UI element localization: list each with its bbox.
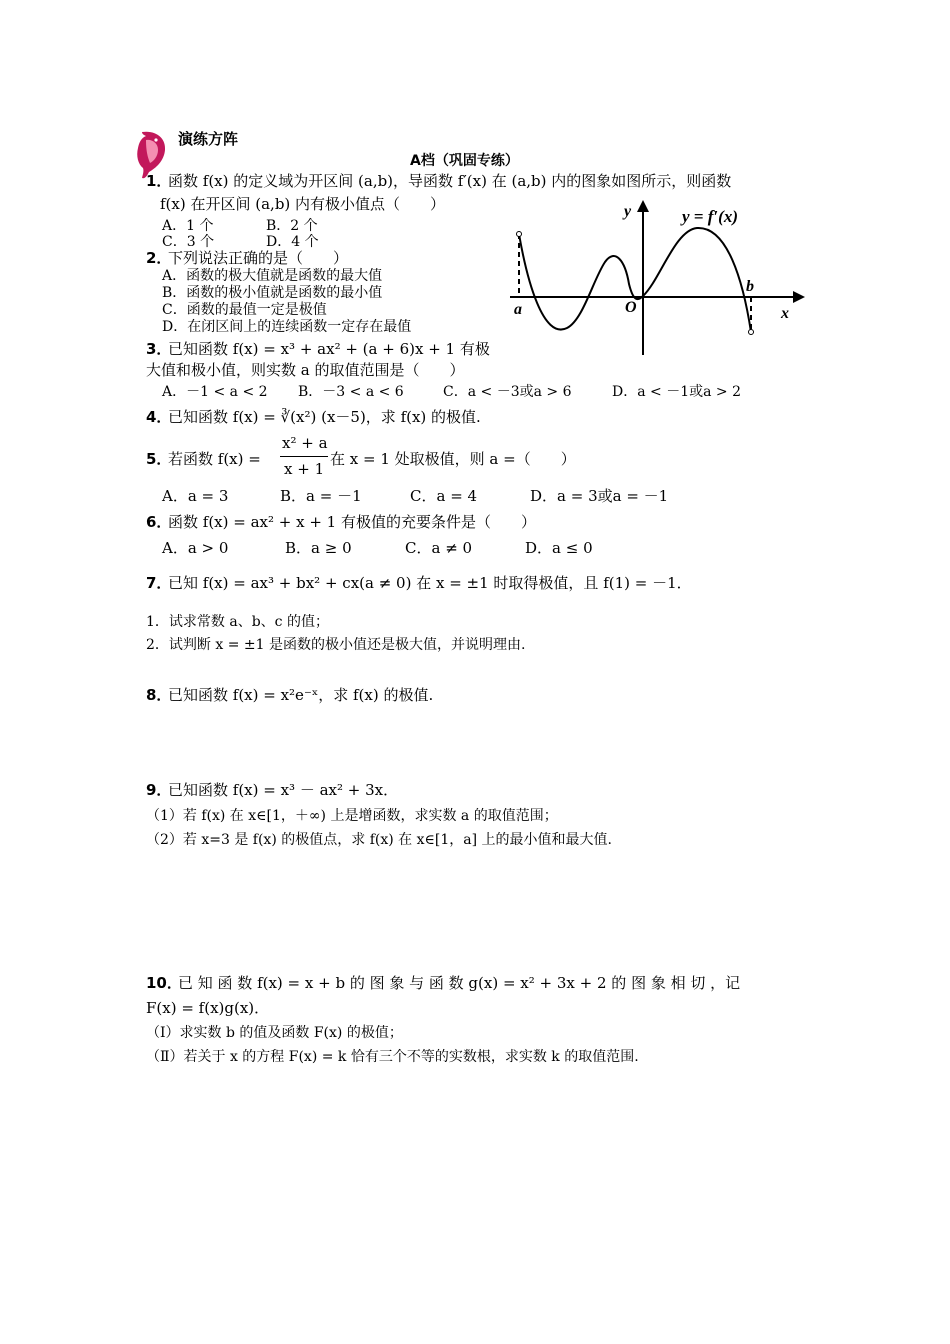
q3-option-b: B．－3 < a < 6 [298,384,404,400]
derivative-graph [505,200,805,360]
q5-stem-pre: 若函数 f(x) = [168,450,261,468]
q10-stem-line2: F(x) = f(x)g(x)． [146,999,270,1017]
q9-number: 9． [146,781,172,799]
q9-stem: 已知函数 f(x) = x³ － ax² + 3x． [168,781,399,799]
q2-option-a: A．函数的极大值就是函数的最大值 [162,268,383,284]
graph-y-label: y [624,203,632,220]
graph-curve-label: y = f′(x) [682,207,738,226]
graph-b-label: b [746,278,754,295]
open-endpoint-a [517,232,522,237]
q2-stem: 下列说法正确的是（ ） [168,249,349,267]
q6-option-b: B．a ≥ 0 [285,539,352,557]
q6-option-d: D．a ≤ 0 [525,539,593,557]
q1-stem-line2: f(x) 在开区间 (a,b) 内有极小值点（ ） [160,195,446,213]
q2-number: 2． [146,249,172,267]
q2-option-c: C．函数的最值一定是极值 [162,302,327,318]
q4-stem: 已知函数 f(x) = ∛(x²) (x－5)，求 f(x) 的极值. [168,408,481,426]
q7-stem: 已知 f(x) = ax³ + bx² + cx(a ≠ 0) 在 x = ±1 时取得极值，且 f(1) = －1． [168,574,692,592]
q7-number: 7． [146,574,172,592]
q5-fraction-numerator: x² + a [282,434,328,452]
graph-a-label: a [514,301,522,318]
x-axis-arrow-icon [793,291,805,303]
q10-number: 10． [146,974,182,992]
q9-sub-1: （1）若 f(x) 在 x∈[1，＋∞) 上是增函数，求实数 a 的取值范围； [146,808,558,824]
y-axis-arrow-icon [637,200,649,212]
q1-stem-line1: 函数 f(x) 的定义域为开区间 (a,b)，导函数 f′(x) 在 (a,b) 内的图象如图所示，则函数 [168,172,732,190]
q7-sub-1: 1．试求常数 a、b、c 的值； [146,614,329,630]
q5-fraction-bar [280,456,328,457]
q2-option-b: B．函数的极小值就是函数的最小值 [162,285,383,301]
q3-option-a: A．－1 < a < 2 [162,384,268,400]
q8-number: 8． [146,686,172,704]
q5-option-c: C．a = 4 [410,487,478,505]
q1-option-c: C．3 个 [162,234,215,250]
q3-number: 3． [146,340,172,358]
q1-number: 1． [146,172,172,190]
q4-number: 4． [146,408,172,426]
q3-option-d: D．a < －1或a > 2 [612,384,741,400]
q9-sub-2: （2）若 x=3 是 f(x) 的极值点，求 f(x) 在 x∈[1，a] 上的最小值和最大值. [146,832,612,848]
q1-option-a: A．1 个 [162,218,214,234]
q8-stem: 已知函数 f(x) = x²e⁻ˣ，求 f(x) 的极值. [168,686,434,704]
q7-sub-2: 2．试判断 x = ±1 是函数的极小值还是极大值，并说明理由. [146,637,526,653]
q3-stem-line2: 大值和极小值，则实数 a 的取值范围是（ ） [146,361,465,379]
q5-fraction-denominator: x + 1 [284,460,325,478]
section-title: 演练方阵 [178,130,239,148]
q5-option-a: A．a = 3 [162,487,229,505]
q5-option-b: B．a = －1 [280,487,362,505]
q1-option-b: B．2 个 [266,218,318,234]
q10-sub-1: （Ⅰ）求实数 b 的值及函数 F(x) 的极值； [146,1025,403,1041]
q5-stem-post: 在 x = 1 处取极值，则 a =（ ） [330,450,576,468]
q10-sub-2: （Ⅱ）若关于 x 的方程 F(x) = k 恰有三个不等的实数根，求实数 k 的取值范围. [146,1049,639,1065]
q6-stem: 函数 f(x) = ax² + x + 1 有极值的充要条件是（ ） [168,513,536,531]
q1-option-d: D．4 个 [266,234,319,250]
graph-x-label: x [781,305,789,322]
open-endpoint-b [749,330,754,335]
q10-stem-line1: 已 知 函 数 f(x) = x + b 的 图 象 与 函 数 g(x) = x² + 3x + 2 的 图 象 相 切 ，记 [178,974,741,992]
q3-option-c: C．a < －3或a > 6 [443,384,572,400]
q6-option-c: C．a ≠ 0 [405,539,473,557]
q5-option-d: D．a = 3或a = －1 [530,487,669,505]
q6-option-a: A．a > 0 [162,539,229,557]
q2-option-d: D．在闭区间上的连续函数一定存在最值 [162,319,412,335]
q3-stem-line1: 已知函数 f(x) = x³ + ax² + (a + 6)x + 1 有极 [168,340,490,358]
q5-number: 5． [146,450,172,468]
q6-number: 6． [146,513,172,531]
page-subtitle: A档（巩固专练） [410,153,519,169]
graph-origin-label: O [625,299,637,316]
